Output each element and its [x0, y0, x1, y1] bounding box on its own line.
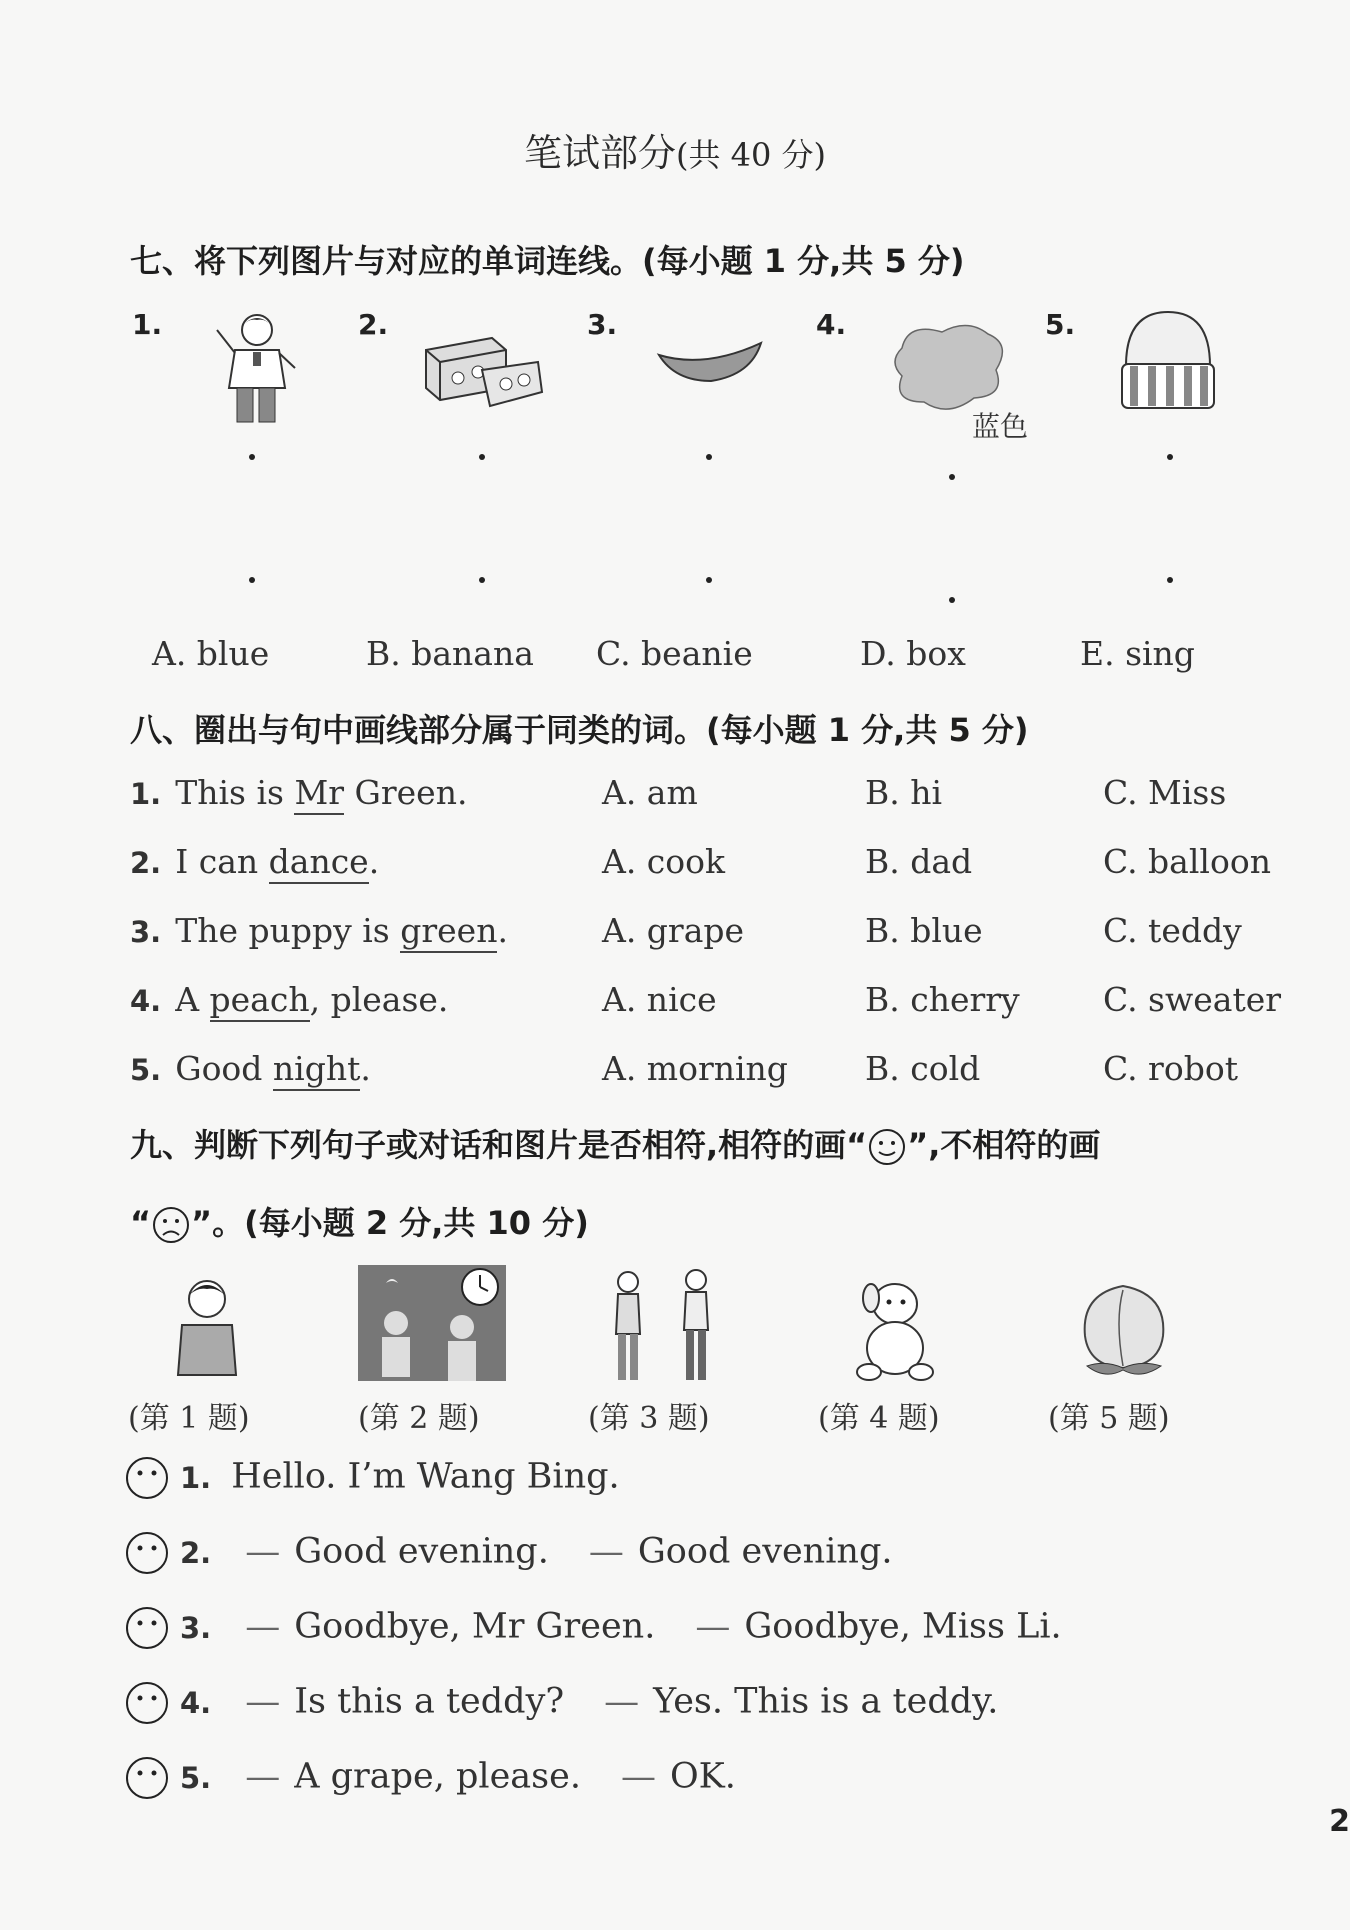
s9-question-4: 4. — Is this a teddy? — Yes. This is a teddy.: [124, 1680, 998, 1726]
s8-question-5: 5. Good night.: [130, 1049, 371, 1088]
title-main: 笔试部分: [523, 131, 676, 175]
option-c[interactable]: C. balloon: [1103, 842, 1271, 881]
option-c[interactable]: C. sweater: [1103, 980, 1282, 1019]
match-dot[interactable]: [479, 577, 485, 583]
s9-question-2: 2. — Good evening. — Good evening.: [124, 1530, 892, 1576]
option-b[interactable]: B. blue: [865, 911, 983, 950]
picture-caption-3: (第 3 题): [588, 1401, 710, 1436]
option-b[interactable]: B. cherry: [865, 980, 1020, 1019]
word-option-d: D. box: [860, 634, 966, 673]
option-b[interactable]: B. cold: [865, 1049, 981, 1088]
picture-caption-4: (第 4 题): [818, 1401, 940, 1436]
picture-caption-5: (第 5 题): [1048, 1401, 1170, 1436]
word-option-c: C. beanie: [596, 634, 753, 673]
underlined-word: dance: [269, 842, 369, 884]
underlined-word: Mr: [294, 773, 344, 815]
option-c[interactable]: C. robot: [1103, 1049, 1238, 1088]
s8-question-2: 2. I can dance.: [130, 842, 379, 881]
beanie-picture: [1118, 308, 1218, 414]
word-option-b: B. banana: [366, 634, 534, 673]
match-dot[interactable]: [479, 454, 485, 460]
puppy-picture: [845, 1272, 945, 1384]
underlined-word: green: [400, 911, 497, 953]
sad-face-icon: [151, 1205, 191, 1245]
happy-face-icon: [867, 1127, 907, 1167]
s7-number-5: 5.: [1045, 308, 1076, 341]
banana-picture: [655, 335, 765, 390]
answer-face-icon[interactable]: [124, 1455, 170, 1501]
underlined-word: peach: [210, 980, 310, 1022]
s7-number-4: 4.: [816, 308, 847, 341]
man-and-woman-picture: [598, 1268, 726, 1386]
page-number: 2: [1329, 1804, 1350, 1839]
answer-face-icon[interactable]: [124, 1530, 170, 1576]
match-dot[interactable]: [1167, 454, 1173, 460]
title-sub: (共 40 分): [675, 136, 827, 174]
section9-heading-line2: “ ”。(每小题 2 分,共 10 分): [130, 1198, 589, 1245]
match-dot[interactable]: [949, 597, 955, 603]
page-title: [0, 122, 1350, 177]
option-c[interactable]: C. teddy: [1103, 911, 1242, 950]
s8-question-1: 1. This is Mr Green.: [130, 773, 467, 812]
s9-question-1: 1. Hello. I’m Wang Bing.: [124, 1455, 620, 1501]
match-dot[interactable]: [1167, 577, 1173, 583]
option-c[interactable]: C. Miss: [1103, 773, 1227, 812]
answer-face-icon[interactable]: [124, 1680, 170, 1726]
picture-caption-2: (第 2 题): [358, 1401, 480, 1436]
option-b[interactable]: B. hi: [865, 773, 943, 812]
match-dot[interactable]: [949, 474, 955, 480]
match-dot[interactable]: [706, 577, 712, 583]
s7-number-1: 1.: [132, 308, 163, 341]
boy-picture: [172, 1275, 242, 1383]
peach-picture: [1075, 1280, 1173, 1385]
option-a[interactable]: A. nice: [602, 980, 717, 1019]
box-picture: [420, 330, 545, 412]
s9-question-5: 5. — A grape, please. — OK.: [124, 1755, 736, 1801]
section9-heading-line1: 九、判断下列句子或对话和图片是否相符,相符的画“ ”,不相符的画: [130, 1120, 1100, 1167]
picture-caption-1: (第 1 题): [128, 1401, 250, 1436]
match-dot[interactable]: [249, 454, 255, 460]
section7-heading: 七、将下列图片与对应的单词连线。(每小题 1 分,共 5 分): [130, 242, 965, 280]
match-dot[interactable]: [249, 577, 255, 583]
option-b[interactable]: B. dad: [865, 842, 973, 881]
singing-boy-picture: [205, 308, 305, 426]
answer-face-icon[interactable]: [124, 1605, 170, 1651]
s8-question-4: 4. A peach, please.: [130, 980, 448, 1019]
s9-question-3: 3. — Goodbye, Mr Green. — Goodbye, Miss Li.: [124, 1605, 1062, 1651]
word-option-e: E. sing: [1080, 634, 1195, 673]
s8-question-3: 3. The puppy is green.: [130, 911, 508, 950]
option-a[interactable]: A. cook: [602, 842, 726, 881]
blue-blob-picture: [888, 318, 1013, 418]
option-a[interactable]: A. morning: [602, 1049, 788, 1088]
option-a[interactable]: A. grape: [602, 911, 745, 950]
underlined-word: night: [273, 1049, 360, 1091]
word-option-a: A. blue: [152, 634, 270, 673]
option-a[interactable]: A. am: [602, 773, 698, 812]
pic4-color-label: 蓝色: [972, 410, 1029, 443]
s7-number-2: 2.: [358, 308, 389, 341]
evening-scene-picture: [358, 1265, 506, 1381]
s7-number-3: 3.: [587, 308, 618, 341]
answer-face-icon[interactable]: [124, 1755, 170, 1801]
match-dot[interactable]: [706, 454, 712, 460]
section8-heading: 八、圈出与句中画线部分属于同类的词。(每小题 1 分,共 5 分): [130, 711, 1029, 749]
